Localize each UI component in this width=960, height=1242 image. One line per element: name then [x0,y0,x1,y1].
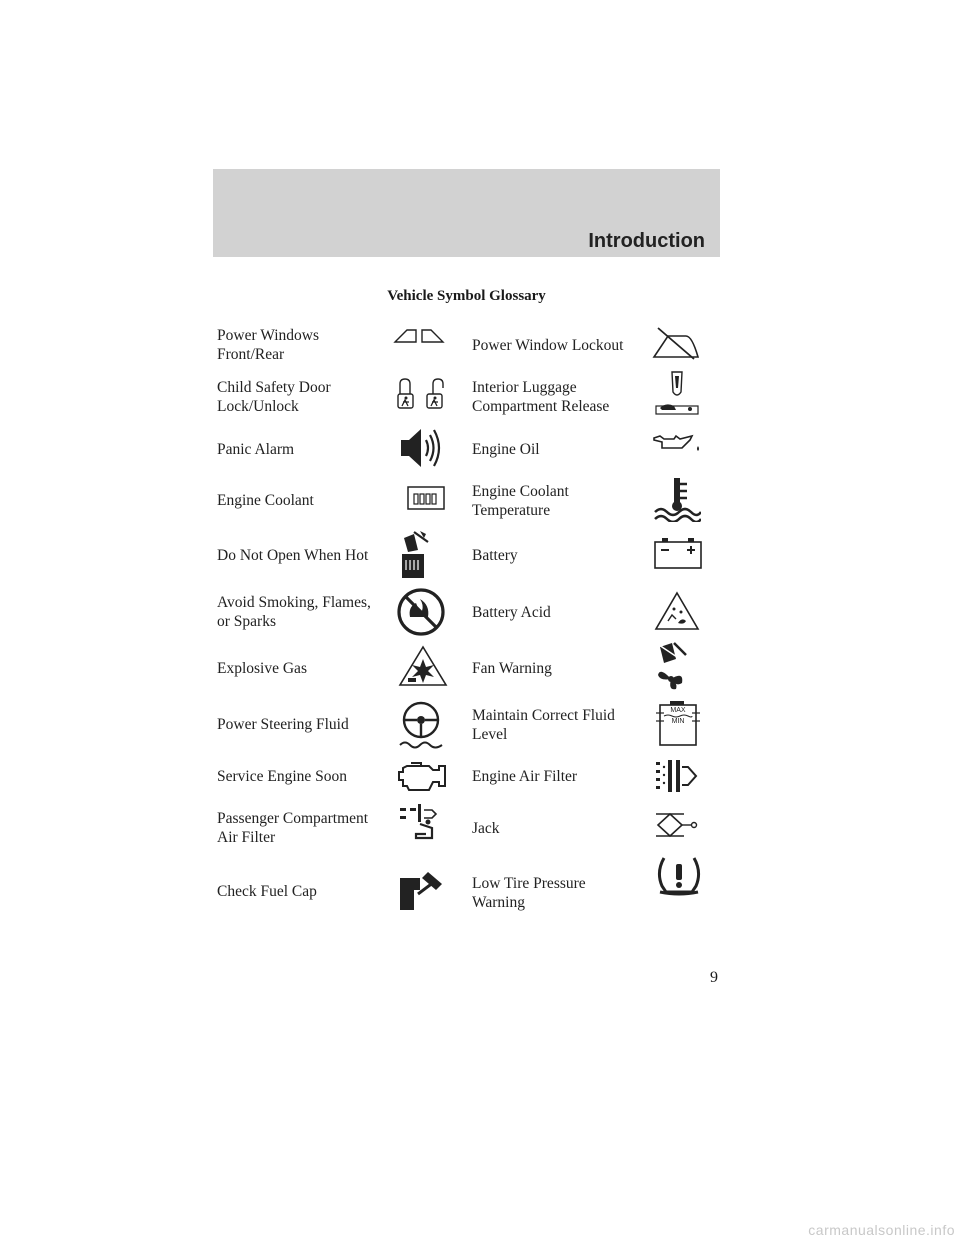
footer-watermark: carmanualsonline.info [808,1222,955,1238]
power-steering-fluid-icon [398,701,444,749]
section-title: Introduction [588,230,705,252]
engine-oil-icon [652,432,702,454]
label-low-tire-pressure: Low Tire Pressure Warning [472,875,586,911]
page-number: 9 [710,969,718,986]
label-avoid-smoking: Avoid Smoking, Flames, or Sparks [217,594,371,630]
label-coolant-temperature: Engine Coolant Temperature [472,483,569,519]
engine-coolant-icon [406,485,446,511]
fluid-level-icon [656,700,700,746]
engine-air-filter-icon [654,759,700,793]
window-lockout-icon [652,326,700,360]
label-engine-coolant: Engine Coolant [217,492,314,509]
battery-icon [654,537,702,569]
luggage-release-icon [654,370,700,416]
child-lock-icon [397,378,447,410]
label-power-window-lockout: Power Window Lockout [472,337,624,354]
label-child-safety-door: Child Safety Door Lock/Unlock [217,379,331,415]
service-engine-icon [397,760,447,792]
fan-warning-icon [654,641,688,691]
label-service-engine-soon: Service Engine Soon [217,768,348,785]
battery-acid-icon [654,591,700,631]
passenger-air-filter-icon [398,800,446,842]
check-fuel-cap-icon [398,868,446,912]
label-do-not-open-when-hot: Do Not Open When Hot [217,547,369,564]
label-passenger-air-filter: Passenger Compartment Air Filter [217,810,369,846]
label-panic-alarm: Panic Alarm [217,441,295,458]
jack-icon [654,811,698,839]
no-smoking-icon [396,587,446,637]
label-engine-air-filter: Engine Air Filter [472,768,578,785]
label-power-windows: Power Windows Front/Rear [217,327,319,363]
label-check-fuel-cap: Check Fuel Cap [217,883,317,900]
label-power-steering-fluid: Power Steering Fluid [217,716,349,733]
label-engine-oil: Engine Oil [472,441,540,458]
label-battery: Battery [472,547,518,564]
section-header [213,169,720,257]
fluid-max-label: MAX [670,707,686,714]
coolant-temperature-icon [653,476,701,522]
power-windows-icon [393,328,445,344]
panic-alarm-icon [399,426,447,470]
label-fan-warning: Fan Warning [472,660,552,677]
low-tire-pressure-icon [656,856,702,896]
glossary-title: Vehicle Symbol Glossary [387,288,546,304]
fluid-min-label: MIN [671,718,685,725]
label-battery-acid: Battery Acid [472,604,551,621]
label-luggage-release: Interior Luggage Compartment Release [472,379,610,415]
label-maintain-fluid-level: Maintain Correct Fluid Level [472,707,615,743]
label-jack: Jack [472,820,500,837]
do-not-open-hot-icon [400,530,430,580]
label-explosive-gas: Explosive Gas [217,660,307,677]
explosive-gas-icon [398,645,448,687]
